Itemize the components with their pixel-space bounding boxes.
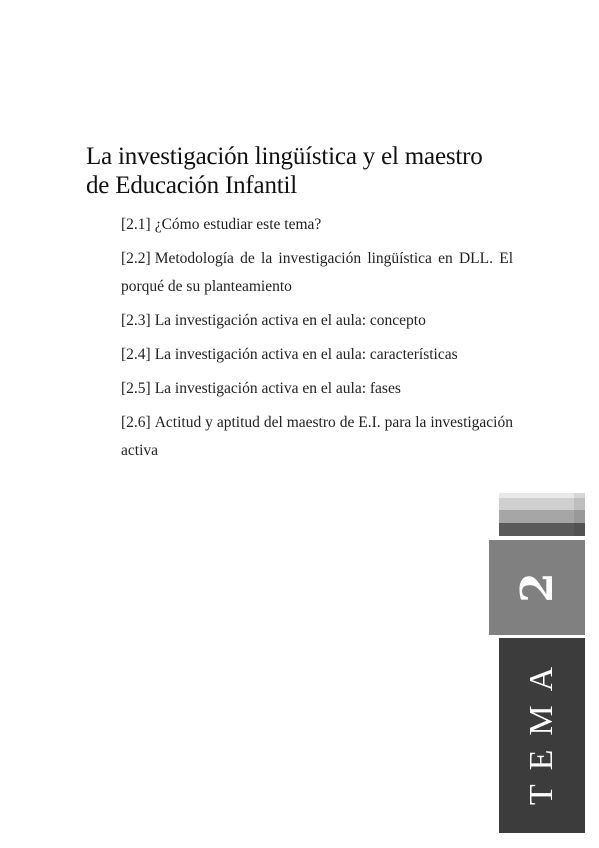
- chapter-number-tab: [489, 540, 585, 635]
- toc-item: [121, 307, 513, 335]
- chapter-title: [86, 142, 566, 200]
- chapter-number: 2: [511, 572, 563, 603]
- toc-item-number: [2.3]: [121, 312, 151, 329]
- toc-item: [121, 245, 513, 301]
- toc-item: [121, 375, 513, 403]
- toc-item-number: [2.5]: [121, 380, 151, 397]
- toc-item-text: La investigación activa en el aula: fases: [154, 380, 401, 397]
- chapter-title-line-2: de Educación Infantil: [86, 172, 297, 199]
- decorative-stripe-edge: [574, 493, 585, 536]
- chapter-label: TEMA: [523, 652, 561, 805]
- toc-item-number: [2.6]: [121, 414, 151, 431]
- table-of-contents: [121, 211, 513, 471]
- toc-item-number: [2.1]: [121, 216, 151, 233]
- decorative-stripe-gray: [499, 510, 585, 523]
- toc-item-number: [2.4]: [121, 346, 151, 363]
- toc-item-text: La investigación activa en el aula: características: [154, 346, 458, 363]
- toc-item-text: ¿Cómo estudiar este tema?: [154, 216, 322, 233]
- toc-item: [121, 211, 513, 239]
- toc-item-text: La investigación activa en el aula: concepto: [154, 312, 426, 329]
- toc-item-text: Actitud y aptitud del maestro de E.I. para la investigación activa: [121, 414, 513, 459]
- toc-item-number: [2.2]: [121, 250, 151, 267]
- toc-item-text: Metodología de la investigación lingüística en DLL. El porqué de su planteamiento: [121, 250, 513, 295]
- chapter-label-tab: [499, 638, 585, 833]
- toc-item: [121, 341, 513, 369]
- decorative-stripe-lightgray: [499, 498, 585, 510]
- chapter-title-line-1: La investigación lingüística y el maestro: [86, 143, 483, 170]
- toc-item: [121, 409, 513, 465]
- decorative-stripe-dark: [499, 523, 585, 536]
